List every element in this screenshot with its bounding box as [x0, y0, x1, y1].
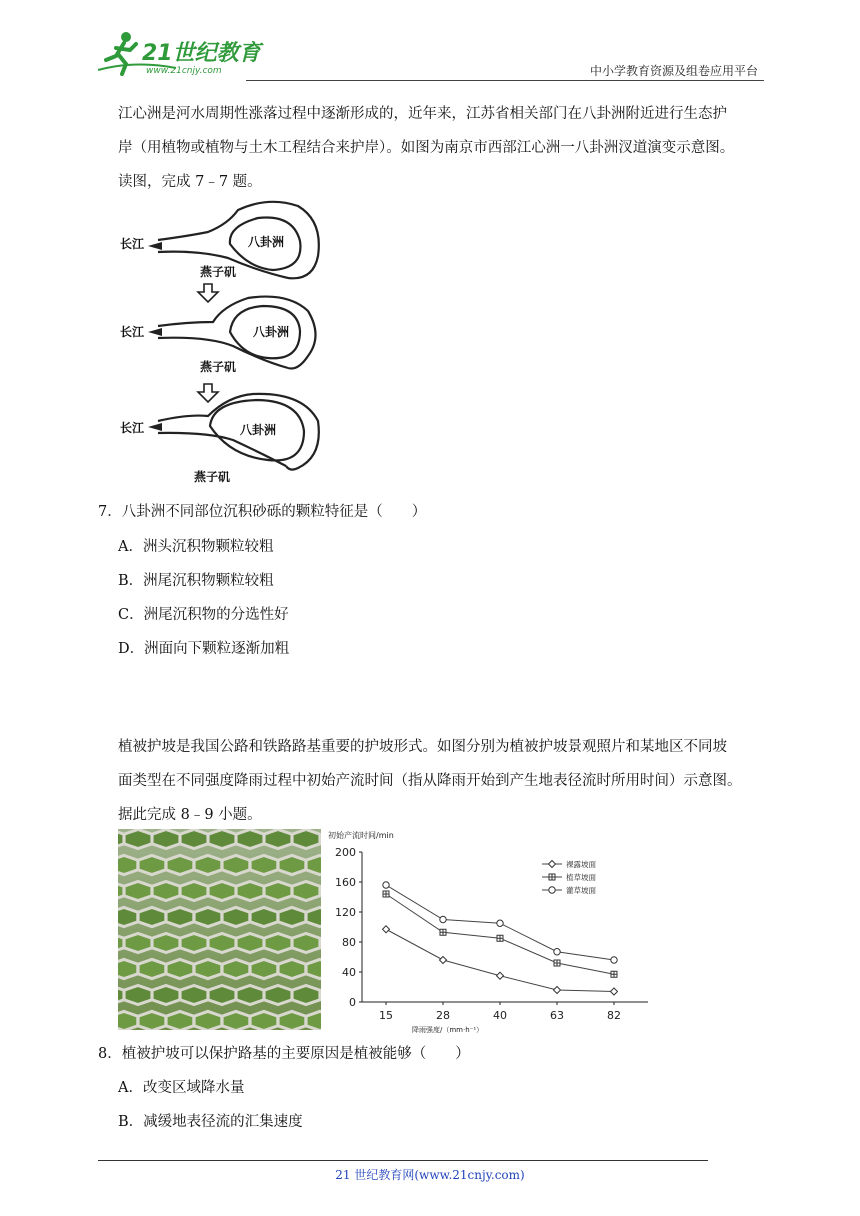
data-point [383, 891, 389, 897]
grass-block [166, 959, 194, 978]
island-label: 八卦洲 [240, 423, 277, 437]
grass-block [194, 1011, 222, 1030]
x-tick-label: 28 [436, 1009, 450, 1022]
grass-block [278, 959, 306, 978]
grass-block [194, 959, 222, 978]
data-point [440, 916, 446, 922]
grass-block [264, 829, 292, 848]
grass-block [222, 907, 250, 926]
data-point [440, 957, 447, 964]
y-tick-label: 200 [335, 846, 356, 859]
rock-label: 燕子矶 [200, 360, 237, 374]
intro-line: 据此完成 8﹣9 小题。 [118, 807, 262, 823]
logo-sub-text: www.21cnjy.com [146, 66, 222, 76]
grass-block [222, 855, 250, 874]
intro-line: 面类型在不同强度降雨过程中初始产流时间（指从降雨开始到产生地表径流时所用时间）示意图。 [118, 773, 742, 789]
grass-block [152, 933, 180, 952]
grass-block [194, 855, 222, 874]
question-8-option-a: A．改变区域降水量 [118, 1080, 245, 1096]
runoff-time-chart [322, 826, 652, 1036]
island-label: 八卦洲 [253, 325, 290, 339]
grass-block [250, 1011, 278, 1030]
grass-block [194, 907, 222, 926]
legend-marker [549, 874, 555, 880]
question-7-stem: 7．八卦洲不同部位沉积砂砾的颗粒特征是（ ） [98, 504, 427, 520]
grass-block [138, 855, 166, 874]
grass-block [292, 829, 320, 848]
y-axis-label: 初始产流时间/min [328, 831, 394, 840]
data-point [497, 972, 504, 979]
grass-block [166, 1011, 194, 1030]
grass-block [250, 855, 278, 874]
river-label: 长江 [120, 325, 145, 339]
grass-block [250, 959, 278, 978]
footer-divider [98, 1160, 708, 1161]
grass-block [208, 985, 236, 1004]
question-8-stem: 8．植被护坡可以保护路基的主要原因是植被能够（ ） [98, 1046, 470, 1062]
data-point [383, 926, 390, 933]
grass-block [208, 933, 236, 952]
grass-block [138, 959, 166, 978]
data-point [554, 987, 561, 994]
y-tick-label: 40 [342, 966, 356, 979]
grass-block [222, 1011, 250, 1030]
intro-line: 读图，完成 7﹣7 题。 [118, 174, 262, 190]
flow-arrow-icon [148, 242, 162, 431]
header-divider [246, 80, 764, 81]
rock-label: 燕子矶 [194, 470, 231, 484]
channel-evolution-diagram [118, 196, 328, 486]
grass-block [152, 985, 180, 1004]
question-7-option-c: C．洲尾沉积物的分选性好 [118, 607, 289, 623]
grass-block [124, 985, 152, 1004]
grass-block [124, 881, 152, 900]
question-7-option-d: D．洲面向下颗粒逐渐加粗 [118, 641, 290, 657]
rock-label: 燕子矶 [200, 265, 237, 279]
x-tick-label: 40 [493, 1009, 507, 1022]
grass-block [264, 881, 292, 900]
vegetation-slope-photo [118, 829, 321, 1030]
x-tick-label: 63 [550, 1009, 564, 1022]
data-point [554, 960, 560, 966]
grass-block [292, 933, 320, 952]
island-label: 八卦洲 [248, 235, 285, 249]
grass-block [236, 985, 264, 1004]
legend-marker [549, 861, 556, 868]
grass-block [236, 933, 264, 952]
grass-block [264, 933, 292, 952]
platform-name: 中小学教育资源及组卷应用平台 [589, 64, 758, 78]
grass-block [166, 855, 194, 874]
river-label: 长江 [120, 421, 145, 435]
grass-block [180, 881, 208, 900]
down-arrow-icon [198, 284, 218, 402]
logo-main-text: 21世纪教育 [142, 41, 261, 66]
x-tick-label: 15 [379, 1009, 393, 1022]
grass-block [138, 907, 166, 926]
data-point [611, 957, 617, 963]
grass-block [236, 881, 264, 900]
grass-block [152, 829, 180, 848]
x-tick-label: 82 [607, 1009, 621, 1022]
grass-block [222, 959, 250, 978]
page-header [96, 30, 764, 78]
grass-block [306, 1011, 321, 1030]
grass-block [208, 829, 236, 848]
legend-label: 植草坡面 [566, 873, 596, 882]
grass-block [166, 907, 194, 926]
y-tick-label: 0 [349, 996, 356, 1009]
grass-block [264, 985, 292, 1004]
data-point [554, 949, 560, 955]
grass-block [250, 907, 278, 926]
question-8-option-b: B．减缓地表径流的汇集速度 [118, 1114, 303, 1130]
data-point [383, 882, 389, 888]
grass-block [306, 959, 321, 978]
legend-marker [549, 887, 555, 893]
data-point [497, 920, 503, 926]
grass-block [236, 829, 264, 848]
legend-label: 灌草坡面 [566, 886, 596, 895]
y-tick-label: 120 [335, 906, 356, 919]
grass-block [292, 985, 320, 1004]
grass-block [118, 907, 138, 926]
grass-block [292, 881, 320, 900]
grass-block [278, 855, 306, 874]
data-point [440, 929, 446, 935]
grass-block [208, 881, 236, 900]
x-axis-label: 降雨强度/（mm·h⁻¹） [412, 1026, 484, 1034]
y-tick-label: 80 [342, 936, 356, 949]
y-tick-label: 160 [335, 876, 356, 889]
grass-block [278, 1011, 306, 1030]
grass-block [180, 933, 208, 952]
grass-block [306, 907, 321, 926]
grass-block [124, 933, 152, 952]
grass-block [124, 829, 152, 848]
question-7-option-a: A．洲头沉积物颗粒较粗 [118, 539, 274, 555]
data-point [611, 971, 617, 977]
question-7-option-b: B．洲尾沉积物颗粒较粗 [118, 573, 274, 589]
grass-block [138, 1011, 166, 1030]
intro-line: 植被护坡是我国公路和铁路路基重要的护坡形式。如图分别为植被护坡景观照片和某地区不同坡 [118, 739, 727, 755]
legend-label: 裸露坡面 [566, 860, 596, 869]
intro-line: 岸（用植物或植物与土木工程结合来护岸）。如图为南京市西部江心洲一八卦洲汊道演变示意图。 [118, 140, 735, 156]
grass-block [278, 907, 306, 926]
river-label: 长江 [120, 237, 145, 251]
grass-block [152, 881, 180, 900]
grass-block [306, 855, 321, 874]
logo [96, 30, 266, 76]
footer-text: 21 世纪教育网(www.21cnjy.com) [335, 1168, 525, 1182]
grass-block [118, 855, 138, 874]
intro-line: 江心洲是河水周期性涨落过程中逐渐形成的，近年来，江苏省相关部门在八卦洲附近进行生态护 [118, 106, 727, 122]
data-point [611, 988, 618, 995]
grass-block [118, 959, 138, 978]
grass-block [118, 1011, 138, 1030]
grass-block [180, 829, 208, 848]
data-point [497, 935, 503, 941]
grass-block [180, 985, 208, 1004]
